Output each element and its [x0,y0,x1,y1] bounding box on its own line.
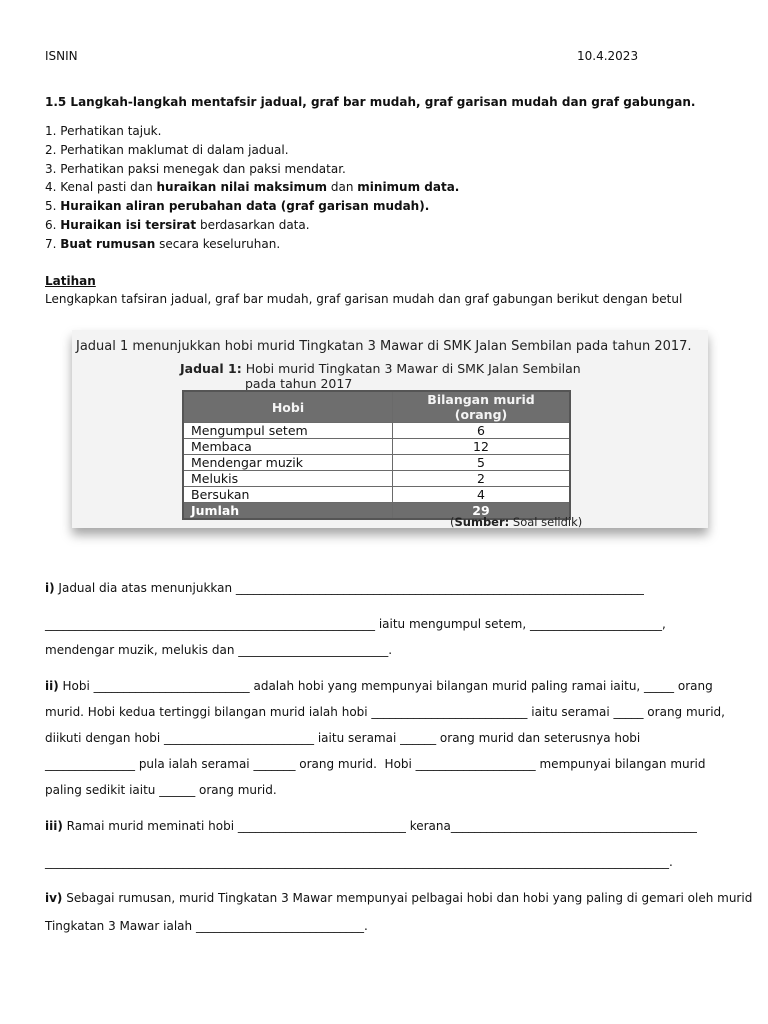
column-header-hobby: Hobi [183,391,393,423]
step-item [45,197,459,216]
step-item [45,141,459,160]
question-number: iii) [45,819,63,833]
table-row [183,471,570,487]
question-1-line-3: mendengar muzik, melukis dan _________________________. [45,643,393,657]
question-2-line-5: paling sedikit iaitu ______ orang murid. [45,783,277,797]
table-title-line2: pada tahun 2017 [245,376,353,391]
question-text: Ramai murid meminati hobi ____________________________ kerana_________________________________________ [62,819,697,833]
cell-hobby: Mengumpul setem [183,423,393,439]
cell-hobby: Mendengar muzik [183,455,393,471]
step-text: 1. Perhatikan tajuk. [45,124,162,138]
source-paren: ( [450,515,455,529]
question-3-line-1 [45,817,725,835]
cell-hobby: Bersukan [183,487,393,503]
question-text: Hobi __________________________ adalah hobi yang mempunyai bilangan murid paling ramai iaitu, _____ orang [58,679,713,693]
table-row [183,487,570,503]
step-text: 2. Perhatikan maklumat di dalam jadual. [45,142,289,157]
table-source [450,515,582,529]
hobby-table [182,390,571,520]
question-2-line-2: murid. Hobi kedua tertinggi bilangan murid ialah hobi __________________________ iaitu seramai _____ orang murid, [45,705,725,719]
table-row [183,455,570,471]
cell-hobby: Membaca [183,439,393,455]
question-1-line-1 [45,579,725,597]
table-title-line1: Hobi murid Tingkatan 3 Mawar di SMK Jalan Sembilan [245,361,581,376]
question-number: i) [45,581,55,595]
table-label: Jadual 1: [180,361,242,376]
table-row [183,423,570,439]
step-text: berdasarkan data. [196,217,310,232]
step-item [45,122,459,141]
question-2-line-4: _______________ pula ialah seramai _______ orang murid. Hobi ____________________ mempunyai bilangan murid [45,757,706,771]
step-text: secara keseluruhan. [155,236,281,251]
question-4-line-2: Tingkatan 3 Mawar ialah ____________________________. [45,919,368,933]
step-text: 5. [45,199,61,214]
cell-count: 5 [393,455,571,471]
steps-list [45,122,459,254]
column-header-count: Bilangan murid (orang) [393,391,571,423]
cell-count: 6 [393,423,571,439]
step-text: dan [327,180,358,195]
table-row [183,439,570,455]
question-text: Sebagai rumusan, murid Tingkatan 3 Mawar mempunyai pelbagai hobi dan hobi yang paling di gemari oleh murid [62,891,753,905]
exercise-instruction: Lengkapkan tafsiran jadual, graf bar mudah, graf garisan mudah dan graf gabungan berikut dengan betul [45,292,683,306]
day-label: ISNIN [45,49,78,63]
question-text: Jadual dia atas menunjukkan ____________________________________________________________________ [54,581,644,595]
question-number: iv) [45,891,63,905]
source-text: Soal selidik) [509,515,583,529]
step-bold-text: Huraikan isi tersirat [60,217,197,232]
figure-caption: Jadual 1 menunjukkan hobi murid Tingkatan 3 Mawar di SMK Jalan Sembilan pada tahun 2017. [76,339,692,354]
step-item [45,178,459,197]
total-value: 29 [393,503,571,520]
cell-count: 2 [393,471,571,487]
cell-count: 12 [393,439,571,455]
exercise-title: Latihan [45,274,96,288]
question-number: ii) [45,679,59,693]
question-2-line-1 [45,677,725,695]
step-text: 3. Perhatikan paksi menegak dan paksi mendatar. [45,161,346,176]
question-3-line-2: ________________________________________________________________________________________________________. [45,855,673,869]
step-item [45,216,459,235]
step-bold-text: huraikan nilai maksimum [156,180,328,195]
question-2-line-3: diikuti dengan hobi _________________________ iaitu seramai ______ orang murid dan seterusnya hobi [45,731,641,745]
step-bold-text: Huraikan aliran perubahan data (graf garisan mudah). [60,199,430,214]
cell-count: 4 [393,487,571,503]
step-item [45,235,459,254]
table-title [180,361,581,391]
section-heading: 1.5 Langkah-langkah mentafsir jadual, graf bar mudah, graf garisan mudah dan graf gabungan. [45,95,696,109]
step-text: 4. Kenal pasti dan [45,180,157,195]
source-label: Sumber: [454,515,510,529]
step-bold-text: Buat rumusan [60,236,156,251]
date-label: 10.4.2023 [577,49,639,63]
question-1-line-2: _______________________________________________________ iaitu mengumpul setem, ______________________, [45,617,666,631]
total-label: Jumlah [183,503,393,520]
question-4-line-1 [45,889,753,907]
step-bold-text: minimum data. [357,180,460,195]
table-header-row [183,391,570,423]
step-text: 7. [45,236,61,251]
step-item [45,160,459,179]
step-text: 6. [45,217,61,232]
cell-hobby: Melukis [183,471,393,487]
table-figure [72,330,708,528]
